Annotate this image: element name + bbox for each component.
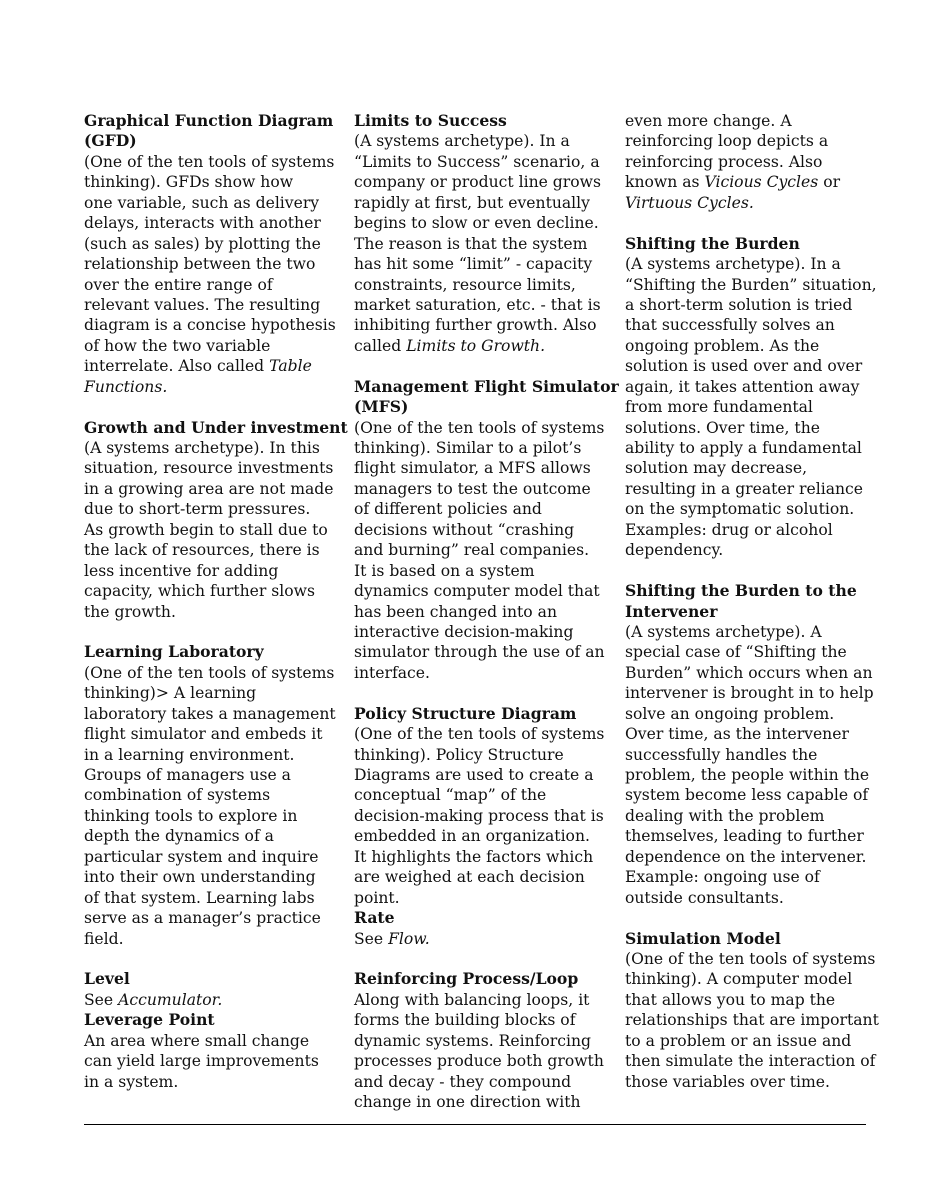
definition-line [625,172,875,192]
term-learning-laboratory: Learning Laboratory [84,642,264,662]
definition-line: on the symptomatic solution. [625,500,855,519]
definition-line: problem, the people within the [625,766,870,784]
term-shifting-burden-intervener-cont: Intervener [625,601,718,621]
definition-line: dealing with the problem [625,806,825,825]
definition-line: from more fundamental [625,398,813,417]
definition-line: the lack of resources, there is [84,541,320,560]
term-level: Level [84,969,130,989]
cross-reference: Flow. [388,929,430,948]
definition-line: An area where small change [84,1031,310,1050]
definition-line: again, it takes attention away [625,377,860,396]
definition-line: are weighed at each decision [354,868,585,887]
definition-line: dependence on the intervener. [625,847,867,866]
definition-line: flight simulator, a MFS allows [354,459,591,478]
definition-line: system become less capable of [625,786,869,805]
definition-line: those variables over time. [625,1072,830,1091]
definition-line: begins to slow or even decline. [354,214,599,233]
term-gfd: Graphical Function Diagram [84,111,334,130]
term-policy-structure-diagram: Policy Structure Diagram [354,703,577,723]
definition-line: particular system and inquire [84,847,319,866]
cross-reference: Accumulator. [118,990,223,1009]
definition-line: reinforcing loop depicts a [625,132,829,151]
term-rate: Rate [354,908,395,928]
definition-line: The reason is that the system [354,234,588,253]
definition-line: embedded in an organization. [354,827,590,846]
definition-line: processes produce both growth [354,1052,604,1071]
cross-reference: Vicious Cycles [704,173,819,192]
definition-line: Groups of managers use a [84,766,291,784]
term-simulation-model: Simulation Model [625,928,781,948]
definition-line: intervener is brought in to help [625,684,874,703]
definition-line: dependency. [625,541,724,560]
definition-line: simulator through the use of an [354,643,605,662]
definition-line: laboratory takes a management [84,704,336,723]
definition-line: As growth begin to stall due to [84,520,328,539]
definition-line: constraints, resource limits, [354,275,576,294]
definition-line: Examples: drug or alcohol [625,520,833,539]
cross-reference: Table [269,357,312,376]
glossary-column-1 [84,111,348,1092]
definition-line: Along with balancing loops, it [354,990,590,1009]
definition-line: diagram is a concise hypothesis [84,316,336,335]
definition-line: reinforcing process. Also [625,152,823,171]
definition-line: (One of the ten tools of systems [354,725,605,744]
definition-line: conceptual “map” of the [354,786,547,805]
definition-line [354,336,604,356]
definition-line: Example: ongoing use of [625,868,820,887]
definition-line: themselves, leading to further [625,827,864,846]
definition-text: known as [625,173,705,192]
definition-line: field. [84,929,124,948]
definition-line: relationships that are important [625,1011,879,1030]
definition-line: Burden” which occurs when an [625,663,873,682]
definition-line: has been changed into an [354,602,557,621]
definition-line: (One of the ten tools of systems [354,418,605,437]
term-mfs: Management Flight Simulator [354,376,619,396]
footer-divider [84,1124,866,1125]
definition-line: inhibiting further growth. Also [354,316,597,335]
definition-line: rapidly at first, but eventually [354,193,590,212]
definition-line: a short-term solution is tried [625,295,853,314]
definition-line: resulting in a greater reliance [625,479,864,498]
definition-line: Over time, as the intervener [625,725,849,744]
definition-line: of different policies and [354,500,542,519]
definition-line [354,929,604,949]
definition-line: in a learning environment. [84,745,295,764]
definition-line: thinking)> A learning [84,684,257,703]
definition-line: solutions. Over time, the [625,418,820,437]
definition-line: “Limits to Success” scenario, a [354,152,600,171]
definition-line: dynamic systems. Reinforcing [354,1031,591,1050]
definition-line: relationship between the two [84,255,316,274]
definition-line: (A systems archetype). In a [625,255,841,274]
definition-line: dynamics computer model that [354,582,600,601]
term-limits-to-success: Limits to Success [354,111,507,130]
definition-line: delays, interacts with another [84,214,321,233]
definition-line: even more change. A [625,112,792,130]
definition-line: (A systems archetype). A [625,622,822,641]
definition-line: decision-making process that is [354,806,604,825]
definition-line: forms the building blocks of [354,1011,576,1030]
definition-line: thinking). Policy Structure [354,745,564,764]
definition-line: thinking). A computer model [625,970,853,989]
definition-line: special case of “Shifting the [625,643,847,662]
definition-line: (One of the ten tools of systems [84,663,335,682]
definition-line: over the entire range of [84,275,273,294]
definition-line: that allows you to map the [625,990,836,1009]
definition-line: into their own understanding [84,868,316,887]
definition-line: change in one direction with [354,1093,581,1111]
definition-line: less incentive for adding [84,561,279,580]
term-shifting-burden-intervener: Shifting the Burden to the [625,581,857,601]
definition-line: can yield large improvements [84,1052,319,1071]
definition-line: (A systems archetype). In a [354,132,570,151]
definition-line: point. [354,888,400,907]
definition-line: situation, resource investments [84,459,334,478]
definition-line: interactive decision-making [354,622,574,641]
see-label: See [84,990,119,1009]
definition-line: and burning” real companies. [354,541,590,560]
definition-line: solution is used over and over [625,357,863,376]
definition-line: “Shifting the Burden” situation, [625,275,877,294]
definition-line: depth the dynamics of a [84,827,274,846]
definition-line: thinking). GFDs show how [84,173,294,192]
term-shifting-the-burden: Shifting the Burden [625,233,800,253]
cross-reference: Limits to Growth. [406,336,546,355]
definition-line: (One of the ten tools of systems [84,152,335,171]
definition-line: in a growing area are not made [84,479,334,498]
definition-line: solution may decrease, [625,459,808,478]
definition-line: relevant values. The resulting [84,295,321,314]
definition-line: (such as sales) by plotting the [84,234,321,253]
term-mfs-abbrev: (MFS) [354,397,409,417]
definition-line: (A systems archetype). In this [84,439,320,457]
definition-line: thinking tools to explore in [84,806,298,825]
definition-line: flight simulator and embeds it [84,725,323,744]
definition-line: It is based on a system [354,561,535,580]
definition-line: the growth. [84,602,176,621]
definition-line: combination of systems [84,786,271,805]
term-gfd-abbrev: (GFD) [84,131,137,151]
definition-line: due to short-term pressures. [84,500,311,519]
definition-line: company or product line grows [354,173,601,192]
definition-line: Diagrams are used to create a [354,766,594,784]
definition-line: and decay - they compound [354,1072,572,1091]
term-growth-underinvestment: Growth and Under investment [84,417,348,437]
definition-line: ability to apply a fundamental [625,439,862,457]
definition-line: interface. [354,663,430,682]
term-reinforcing-process: Reinforcing Process/Loop [354,969,579,989]
definition-line: to a problem or an issue and [625,1031,852,1050]
definition-line: solve an ongoing problem. [625,704,835,723]
see-label: See [354,929,389,948]
definition-line: that successfully solves an [625,316,835,335]
definition-text: called [354,336,407,355]
definition-line: serve as a manager’s practice [84,909,321,928]
definition-line: has hit some “limit” - capacity [354,255,593,274]
definition-text: or [818,173,841,192]
definition-line: ongoing problem. As the [625,336,820,355]
definition-line: of that system. Learning labs [84,888,315,907]
cross-reference: Functions. [84,377,168,396]
definition-line [84,990,334,1010]
definition-line: managers to test the outcome [354,479,591,498]
definition-line: (One of the ten tools of systems [625,949,876,968]
glossary-column-3 [625,111,879,1092]
definition-text: interrelate. Also called [84,357,270,376]
term-leverage-point: Leverage Point [84,1010,215,1030]
definition-line: in a system. [84,1072,179,1091]
definition-line: outside consultants. [625,888,784,907]
cross-reference: Virtuous Cycles. [625,193,754,212]
glossary-column-2 [354,111,619,1112]
definition-line: market saturation, etc. - that is [354,295,601,314]
definition-line: capacity, which further slows [84,582,316,601]
definition-line: thinking). Similar to a pilot’s [354,439,582,457]
definition-line: successfully handles the [625,745,818,764]
definition-line: of how the two variable [84,336,271,355]
definition-line: decisions without “crashing [354,520,575,539]
definition-line: then simulate the interaction of [625,1052,876,1071]
definition-line: one variable, such as delivery [84,193,320,212]
definition-line: It highlights the factors which [354,847,594,866]
definition-line [84,356,334,376]
